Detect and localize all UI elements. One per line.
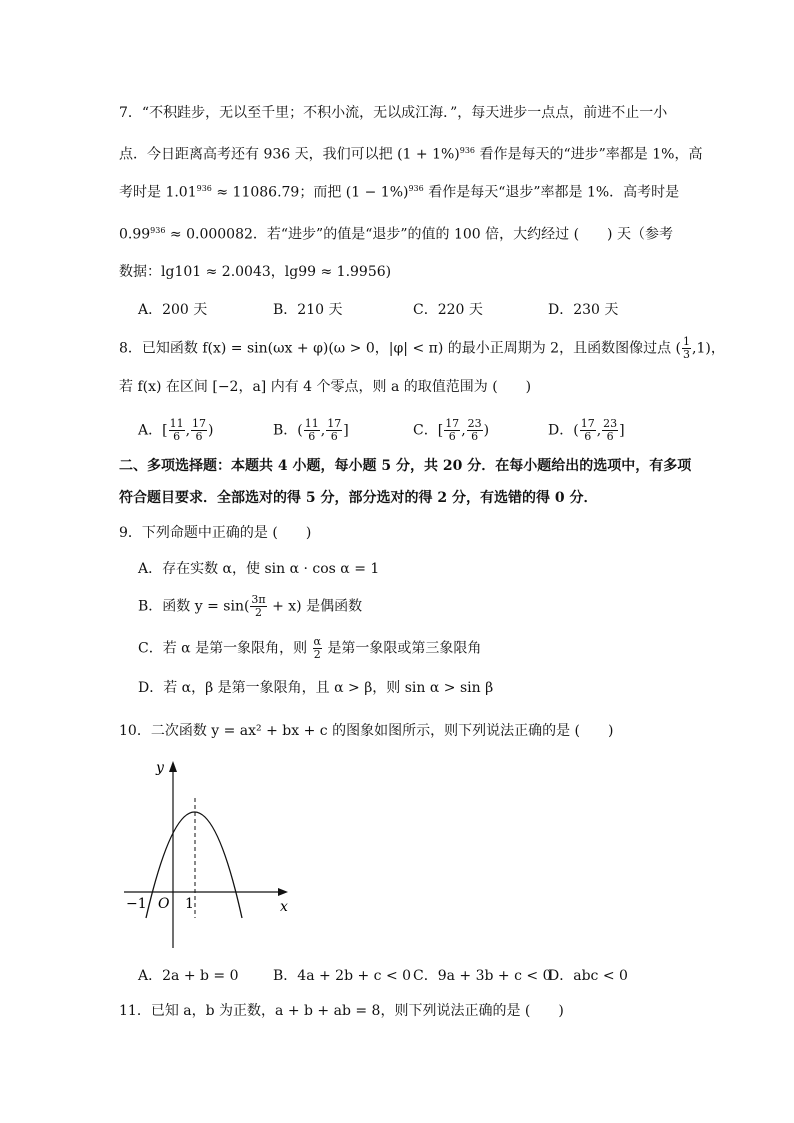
y-axis-label: y <box>156 760 164 776</box>
fraction: $\frac{11}{6}$ <box>304 417 319 443</box>
fraction: $\frac{17}{6}$ <box>580 417 595 443</box>
fraction: $\frac{3\pi}{2}$ <box>251 593 266 619</box>
q7-line-5: 数据：lg101 ≈ 2.0043，lg99 ≈ 1.9956) <box>119 264 392 280</box>
q7-line-4: $0.99^{936} \approx 0.000082$．若“进步”的值是“退步”的值的 100 倍，大约经过 ( ) 天（参考 <box>119 226 673 243</box>
q8-option-a[interactable]: A．[ $\frac{11}{6}$ , $\frac{17}{6}$ ) <box>138 417 214 443</box>
tick-label-minus-one: −1 <box>126 896 147 912</box>
q9-option-c[interactable]: C．若 α 是第一象限角，则 $\frac{\alpha}{2}$ 是第一象限或第三象限角 <box>138 635 482 661</box>
x-axis-label: x <box>280 899 288 915</box>
fraction: $\frac{11}{6}$ <box>169 417 184 443</box>
section-heading-line-2: 符合题目要求．全部选对的得 5 分，部分选对的得 2 分，有选错的得 0 分． <box>119 490 598 506</box>
tick-label-one: 1 <box>185 896 194 912</box>
q8-option-b[interactable]: B．( $\frac{11}{6}$ , $\frac{17}{6}$ ] <box>273 417 349 443</box>
fraction: $\frac{17}{6}$ <box>445 417 460 443</box>
q10-option-b[interactable]: B．4a + 2b + c < 0 <box>273 968 412 984</box>
fraction: $\frac{23}{6}$ <box>467 417 482 443</box>
q8-option-c[interactable]: C．[ $\frac{17}{6}$ , $\frac{23}{6}$ ) <box>413 417 490 443</box>
q9-option-a[interactable]: A．存在实数 α，使 sin α · cos α = 1 <box>138 561 380 577</box>
q10-stem: 10．二次函数 y = ax² + bx + c 的图象如图所示，则下列说法正确的是 ( ) <box>119 723 614 739</box>
x-axis-arrow-icon <box>278 888 288 896</box>
section-heading-line-1: 二、多项选择题：本题共 4 小题，每小题 5 分，共 20 分．在每小题给出的选项中，有多项 <box>119 458 692 474</box>
q7-line-1: 7．“不积跬步，无以至千里；不积小流，无以成江海．”，每天进步一点点，前进不止一小 <box>119 105 668 121</box>
q8-option-d[interactable]: D．( $\frac{17}{6}$ , $\frac{23}{6}$ ] <box>548 417 625 443</box>
q10-options <box>138 966 678 986</box>
parabola-graph <box>118 756 298 956</box>
q10-option-d[interactable]: D．abc < 0 <box>548 968 628 984</box>
fraction: $\frac{17}{6}$ <box>327 417 342 443</box>
q7-option-a[interactable]: A．200 天 <box>138 302 208 318</box>
q11-stem: 11．已知 a，b 为正数，a + b + ab = 8，则下列说法正确的是 ( ) <box>119 1003 564 1019</box>
q9-stem: 9．下列命题中正确的是 ( ) <box>119 525 312 541</box>
q7-options <box>138 300 678 320</box>
q9-option-b[interactable]: B．函数 y = sin( $\frac{3\pi}{2}$ + x) 是偶函数 <box>138 593 363 619</box>
q7-option-d[interactable]: D．230 天 <box>548 302 619 318</box>
q7-line-2: 点．今日距离高考还有 936 天，我们可以把 $(1 + 1\%)^{936}$ 看作是每天的“进步”率都是 1%，高 <box>119 146 703 163</box>
fraction: $\frac{\alpha}{2}$ <box>313 635 321 661</box>
q7-option-c[interactable]: C．220 天 <box>413 302 483 318</box>
q7-option-b[interactable]: B．210 天 <box>273 302 343 318</box>
q8-line-2: 若 f(x) 在区间 [−2，a] 内有 4 个零点，则 a 的取值范围为 ( ) <box>119 379 532 395</box>
fraction: $\frac{23}{6}$ <box>603 417 618 443</box>
q8-options <box>138 418 678 444</box>
origin-label: O <box>158 896 170 912</box>
q10-option-c[interactable]: C．9a + 3b + c < 0 <box>413 968 552 984</box>
fraction: $\frac{17}{6}$ <box>192 417 207 443</box>
fraction-one-third: $\frac{1}{3}$ <box>683 335 691 361</box>
q10-option-a[interactable]: A．2a + b = 0 <box>138 968 239 984</box>
q8-line-1: 8．已知函数 f(x) = sin(ωx + φ)(ω > 0，|φ| < π) 的最小正周期为 2，且函数图像过点 ( $\frac{1}{3}$ ,1)， <box>119 335 725 361</box>
q9-option-d[interactable]: D．若 α，β 是第一象限角，且 α > β，则 sin α > sin β <box>138 680 494 696</box>
y-axis-arrow-icon <box>169 761 177 772</box>
q7-line-3: 考时是 $1.01^{936} \approx 11086.79$；而把 $(1 - 1\%)^{936}$ 看作是每天“退步”率都是 1%．高考时是 <box>119 184 680 201</box>
